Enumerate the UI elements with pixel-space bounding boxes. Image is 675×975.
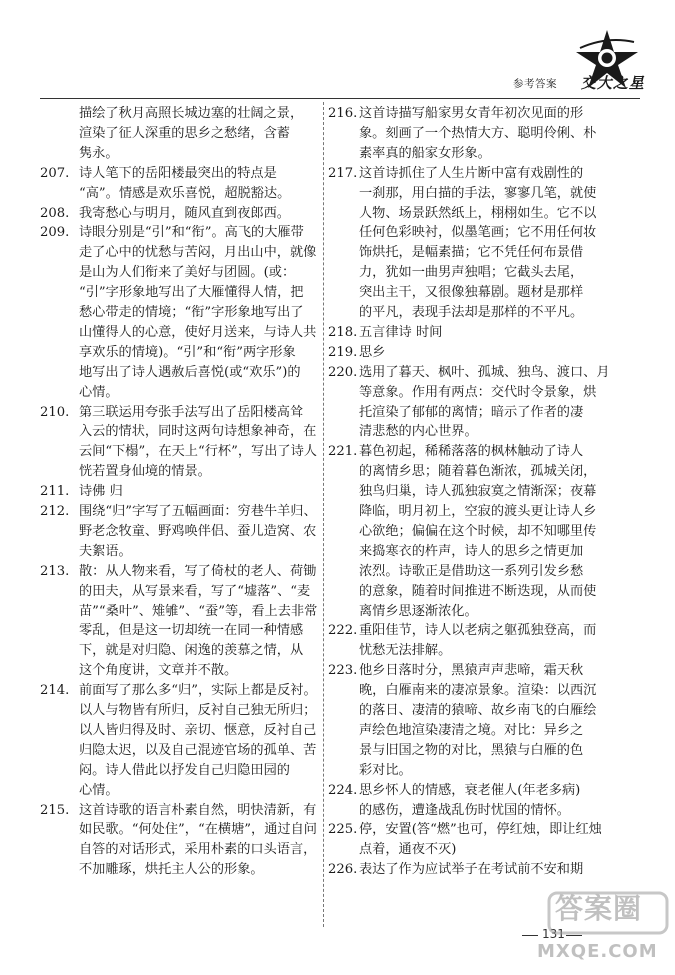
- answer-text: [359, 860, 635, 880]
- answer-line: 自答的对话形式，采用朴素的口头语言，: [79, 842, 317, 858]
- answer-line: 苗”“桑叶”、雉雊”、“蚕”等，看上去非常: [79, 603, 318, 619]
- answer-text: [359, 661, 635, 780]
- answer-line: 山懂得人的心意，使好月送来，与诗人共: [79, 324, 317, 340]
- answer-number: 220.: [328, 364, 358, 380]
- answer-entry: [40, 482, 320, 502]
- answer-line: 走了心中的忧愁与苦闷，月出山中，就像: [79, 245, 317, 261]
- answer-line: 表达了作为应试举子在考试前不安和期: [359, 862, 584, 878]
- answer-line: 诗人笔下的岳阳楼最突出的特点是: [79, 165, 277, 181]
- answer-text: [79, 403, 323, 483]
- answer-number: 210.: [40, 404, 70, 420]
- answer-number: 216.: [328, 106, 358, 121]
- answer-number: 225.: [328, 822, 358, 838]
- answer-number: 223.: [328, 663, 358, 679]
- answer-line: 等意象。作用有两点：交代时令景象，烘: [359, 384, 597, 400]
- answer-entry: [40, 801, 320, 881]
- answer-number: 224.: [328, 782, 358, 798]
- answer-text: [359, 104, 635, 164]
- answer-line: 的落日、凄清的猿啼、故乡南飞的白雁绘: [359, 703, 597, 718]
- watermark: [525, 885, 675, 971]
- answer-line: 思乡怀人的情感，衰老催人(年老多病): [359, 782, 581, 798]
- answer-line: 离情乡思逐渐浓化。: [359, 603, 478, 619]
- logo-text: 交大之星: [579, 74, 648, 92]
- answer-line: 的离情乡思；随着暮色渐浓，孤城关闭，: [359, 464, 597, 480]
- answer-line: 心欲绝；偏偏在这个时候，却不知哪里传: [359, 523, 597, 539]
- answer-line: 人物、场景跃然纸上，栩栩如生。它不以: [359, 205, 597, 221]
- answer-number: 221.: [328, 444, 358, 460]
- answer-line: 选用了暮天、枫叶、孤城、独鸟、渡口、月: [359, 364, 610, 380]
- answer-entry: [328, 164, 628, 323]
- header-rule: [40, 98, 640, 99]
- answer-line: 一刹那，用白描的手法，寥寥几笔，就使: [359, 185, 597, 201]
- answer-text: [79, 502, 323, 562]
- answer-text: [359, 164, 635, 323]
- answer-entry: [328, 860, 628, 880]
- answer-number: 218.: [328, 324, 358, 340]
- answer-line: 五言律诗 时间: [359, 324, 443, 340]
- answer-entry: [328, 442, 628, 621]
- answer-line: 诗佛 归: [79, 484, 123, 500]
- answer-line: 零乱，但是这一切却统一在同一种情感: [79, 623, 304, 639]
- answer-line: 的感伤，遭逢战乱伤时忧国的情怀。: [359, 802, 570, 818]
- answer-line: 托渲染了郁郁的离情；暗示了作者的凄: [359, 404, 584, 420]
- answer-line: 心情。: [79, 782, 119, 798]
- answer-entry: [328, 323, 628, 343]
- watermark-top-text: 答案圈: [555, 892, 643, 925]
- answer-line: 如民歌。“何处住”，“在横塘”，通过自问: [79, 822, 317, 838]
- answer-line: 彩对比。: [359, 762, 412, 778]
- answer-line: 力，犹如一曲男声独唱；它截头去尾，: [359, 265, 584, 281]
- answer-line: 重阳佳节，诗人以老病之躯孤独登高，而: [359, 623, 597, 639]
- answer-line: 这个角度讲，文章并不散。: [79, 663, 238, 679]
- answer-number: 219.: [328, 344, 358, 360]
- answer-line: 以人皆归得及时、亲切、惬意，反衬自己: [79, 722, 317, 738]
- answer-entry: [40, 223, 320, 402]
- answer-line: 渲染了征人深重的思乡之愁绪，含蓄: [79, 125, 290, 141]
- answer-line: 思乡: [359, 344, 386, 360]
- answer-number: 213.: [40, 563, 70, 579]
- answer-entry: [328, 661, 628, 780]
- answer-entry: [40, 204, 320, 224]
- answer-entry: [40, 164, 320, 204]
- page-number: 131: [542, 927, 565, 941]
- answer-number: 215.: [40, 802, 70, 818]
- answer-line: 声绘色地渲染凄清之境。对比：异乡之: [359, 722, 584, 738]
- answer-text: [359, 363, 635, 443]
- answer-line: 清悲愁的内心世界。: [359, 424, 478, 440]
- answer-line: 云间“下榻”，在天上“行杯”，写出了诗人: [79, 444, 317, 460]
- answer-line: 我寄愁心与明月，随风直到夜郎西。: [79, 205, 290, 221]
- answer-line: 围绕“归”字写了五幅画面：穷巷牛羊归、: [79, 504, 317, 519]
- answer-line: “引”字形象地写出了大雁懂得人情，把: [79, 285, 304, 301]
- answer-entry: [40, 403, 320, 483]
- answer-line: 归隐太迟，以及自己混迹官场的孤单、苦: [79, 742, 317, 758]
- answer-text: [79, 223, 323, 402]
- answer-entry: [328, 104, 628, 164]
- answer-entry: [40, 104, 320, 164]
- watermark-bottom-text: MXQE.COM: [537, 941, 658, 962]
- answer-line: 不加雕琢，烘托主人公的形象。: [79, 862, 264, 878]
- answer-entry: [328, 343, 628, 363]
- answer-number: 207.: [40, 165, 70, 181]
- answer-line: 景与旧国之物的对比，黑猿与白雁的色: [359, 742, 584, 758]
- answer-line: 点着，通夜不灭): [359, 842, 457, 858]
- answer-line: 他乡日落时分，黑猿声声悲啼，霜天秋: [359, 663, 584, 679]
- answer-entry: [40, 502, 320, 562]
- answer-line: 突出主干，又很像独幕剧。题材是那样: [359, 285, 584, 301]
- answer-line: 来捣寒衣的杵声，诗人的思乡之情更加: [359, 543, 584, 559]
- answer-line: 降临，明月初上，空寂的渡头更让诗人乡: [359, 504, 597, 520]
- answer-entry: [328, 621, 628, 661]
- answer-line: “高”。情感是欢乐喜悦，超脱豁达。: [79, 185, 291, 201]
- answer-text: [359, 323, 635, 343]
- answer-text: [359, 621, 635, 661]
- answer-line: 的平凡，表现手法却是那样的不平凡。: [359, 305, 584, 321]
- answer-line: 独鸟归巢，诗人孤独寂寞之情渐深；夜幕: [359, 484, 597, 500]
- answer-entry: [40, 562, 320, 681]
- answer-text: [79, 681, 323, 800]
- answer-number: 209.: [40, 225, 70, 241]
- answer-text: [79, 801, 323, 881]
- answer-text: [79, 204, 323, 224]
- answer-text: [79, 562, 323, 681]
- answer-line: 享欢乐的情境)。“引”和“衔”两字形象: [79, 344, 296, 360]
- answer-text: [79, 164, 323, 204]
- answer-line: 这首诗描写船家男女青年初次见面的形: [359, 106, 584, 121]
- answer-line: 第三联运用夸张手法写出了岳阳楼高耸: [79, 404, 304, 420]
- answer-line: 暮色初起，稀稀落落的枫林触动了诗人: [359, 444, 584, 460]
- answer-line: 这首诗抓住了人生片断中富有戏剧性的: [359, 165, 584, 181]
- answer-text: [359, 442, 635, 621]
- answer-line: 停，安置(答“燃”也可，停红烛，即让红烛: [359, 822, 602, 838]
- answer-line: 晚，白雁南来的凄凉景象。渲染：以西沉: [359, 683, 597, 699]
- answer-line: 是山为人们衔来了美好与团圆。(或：: [79, 265, 296, 281]
- answer-line: 这首诗歌的语言朴素自然，明快清新，有: [79, 802, 317, 818]
- answer-line: 恍若置身仙境的情景。: [79, 464, 211, 480]
- answer-line: 野老念牧童、野鸡唤伴侣、蚕儿造窝、农: [79, 523, 317, 539]
- answer-line: 浓烈。诗歌正是借助这一系列引发乡愁: [359, 563, 584, 579]
- answer-number: 214.: [40, 683, 70, 699]
- answer-entry: [40, 681, 320, 800]
- answer-line: 闷。诗人借此以抒发自己归隐田园的: [79, 762, 290, 778]
- answer-line: 隽永。: [79, 145, 119, 161]
- answer-line: 的意象，随着时间推进不断迭现，从而使: [359, 583, 597, 599]
- answer-entry: [328, 781, 628, 821]
- answer-line: 散：从人物来看，写了倚杖的老人、荷锄: [79, 563, 317, 579]
- answer-number: 222.: [328, 623, 358, 639]
- answer-number: 208.: [40, 205, 70, 221]
- answer-text: [359, 781, 635, 821]
- answer-number: 211.: [40, 484, 70, 500]
- answer-line: 地写出了诗人遇赦后喜悦(或“欢乐”)的: [79, 364, 301, 380]
- answer-line: 象。刻画了一个热情大方、聪明伶俐、朴: [359, 125, 597, 141]
- answer-entry: [328, 363, 628, 443]
- answer-number: 226.: [328, 862, 358, 878]
- answer-line: 以人与物皆有所归，反衬自己独无所归；: [79, 703, 317, 718]
- answer-line: 素率真的船家女形象。: [359, 145, 491, 161]
- answer-line: 诗眼分别是“引”和“衔”。高飞的大雁带: [79, 225, 304, 241]
- answer-line: 心情。: [79, 384, 119, 400]
- answer-line: 任何色彩映衬，似墨笔画；它不用任何妆: [359, 225, 597, 241]
- answer-line: 入云的情状，同时这两句诗想象神奇，在: [79, 424, 317, 440]
- answer-entry: [328, 820, 628, 860]
- answer-line: 描绘了秋月高照长城边塞的壮阔之景，: [79, 106, 304, 121]
- column-divider: [323, 102, 324, 927]
- answer-line: 下，就是对归隐、闲逸的羡慕之情，从: [79, 643, 304, 659]
- answer-number: 212.: [40, 504, 70, 519]
- answer-line: 前面写了那么多“归”，实际上都是反衬。: [79, 683, 317, 699]
- answer-text: [359, 820, 635, 860]
- answer-line: 饰烘托，是幅素描；它不凭任何布景借: [359, 245, 584, 261]
- answer-text: [359, 343, 635, 363]
- answer-line: 夫絮语。: [79, 543, 132, 559]
- answer-line: 的田夫，从写景来看，写了“墟落”、“麦: [79, 583, 311, 599]
- header-label: 参考答案: [513, 78, 557, 90]
- page-header: [0, 0, 675, 100]
- answer-text: [79, 482, 323, 502]
- answer-line: 忧愁无法排解。: [359, 643, 452, 659]
- answer-number: 217.: [328, 165, 358, 181]
- answer-line: 愁心带走的情境；“衔”字形象地写出了: [79, 305, 304, 321]
- answer-text: [79, 104, 323, 164]
